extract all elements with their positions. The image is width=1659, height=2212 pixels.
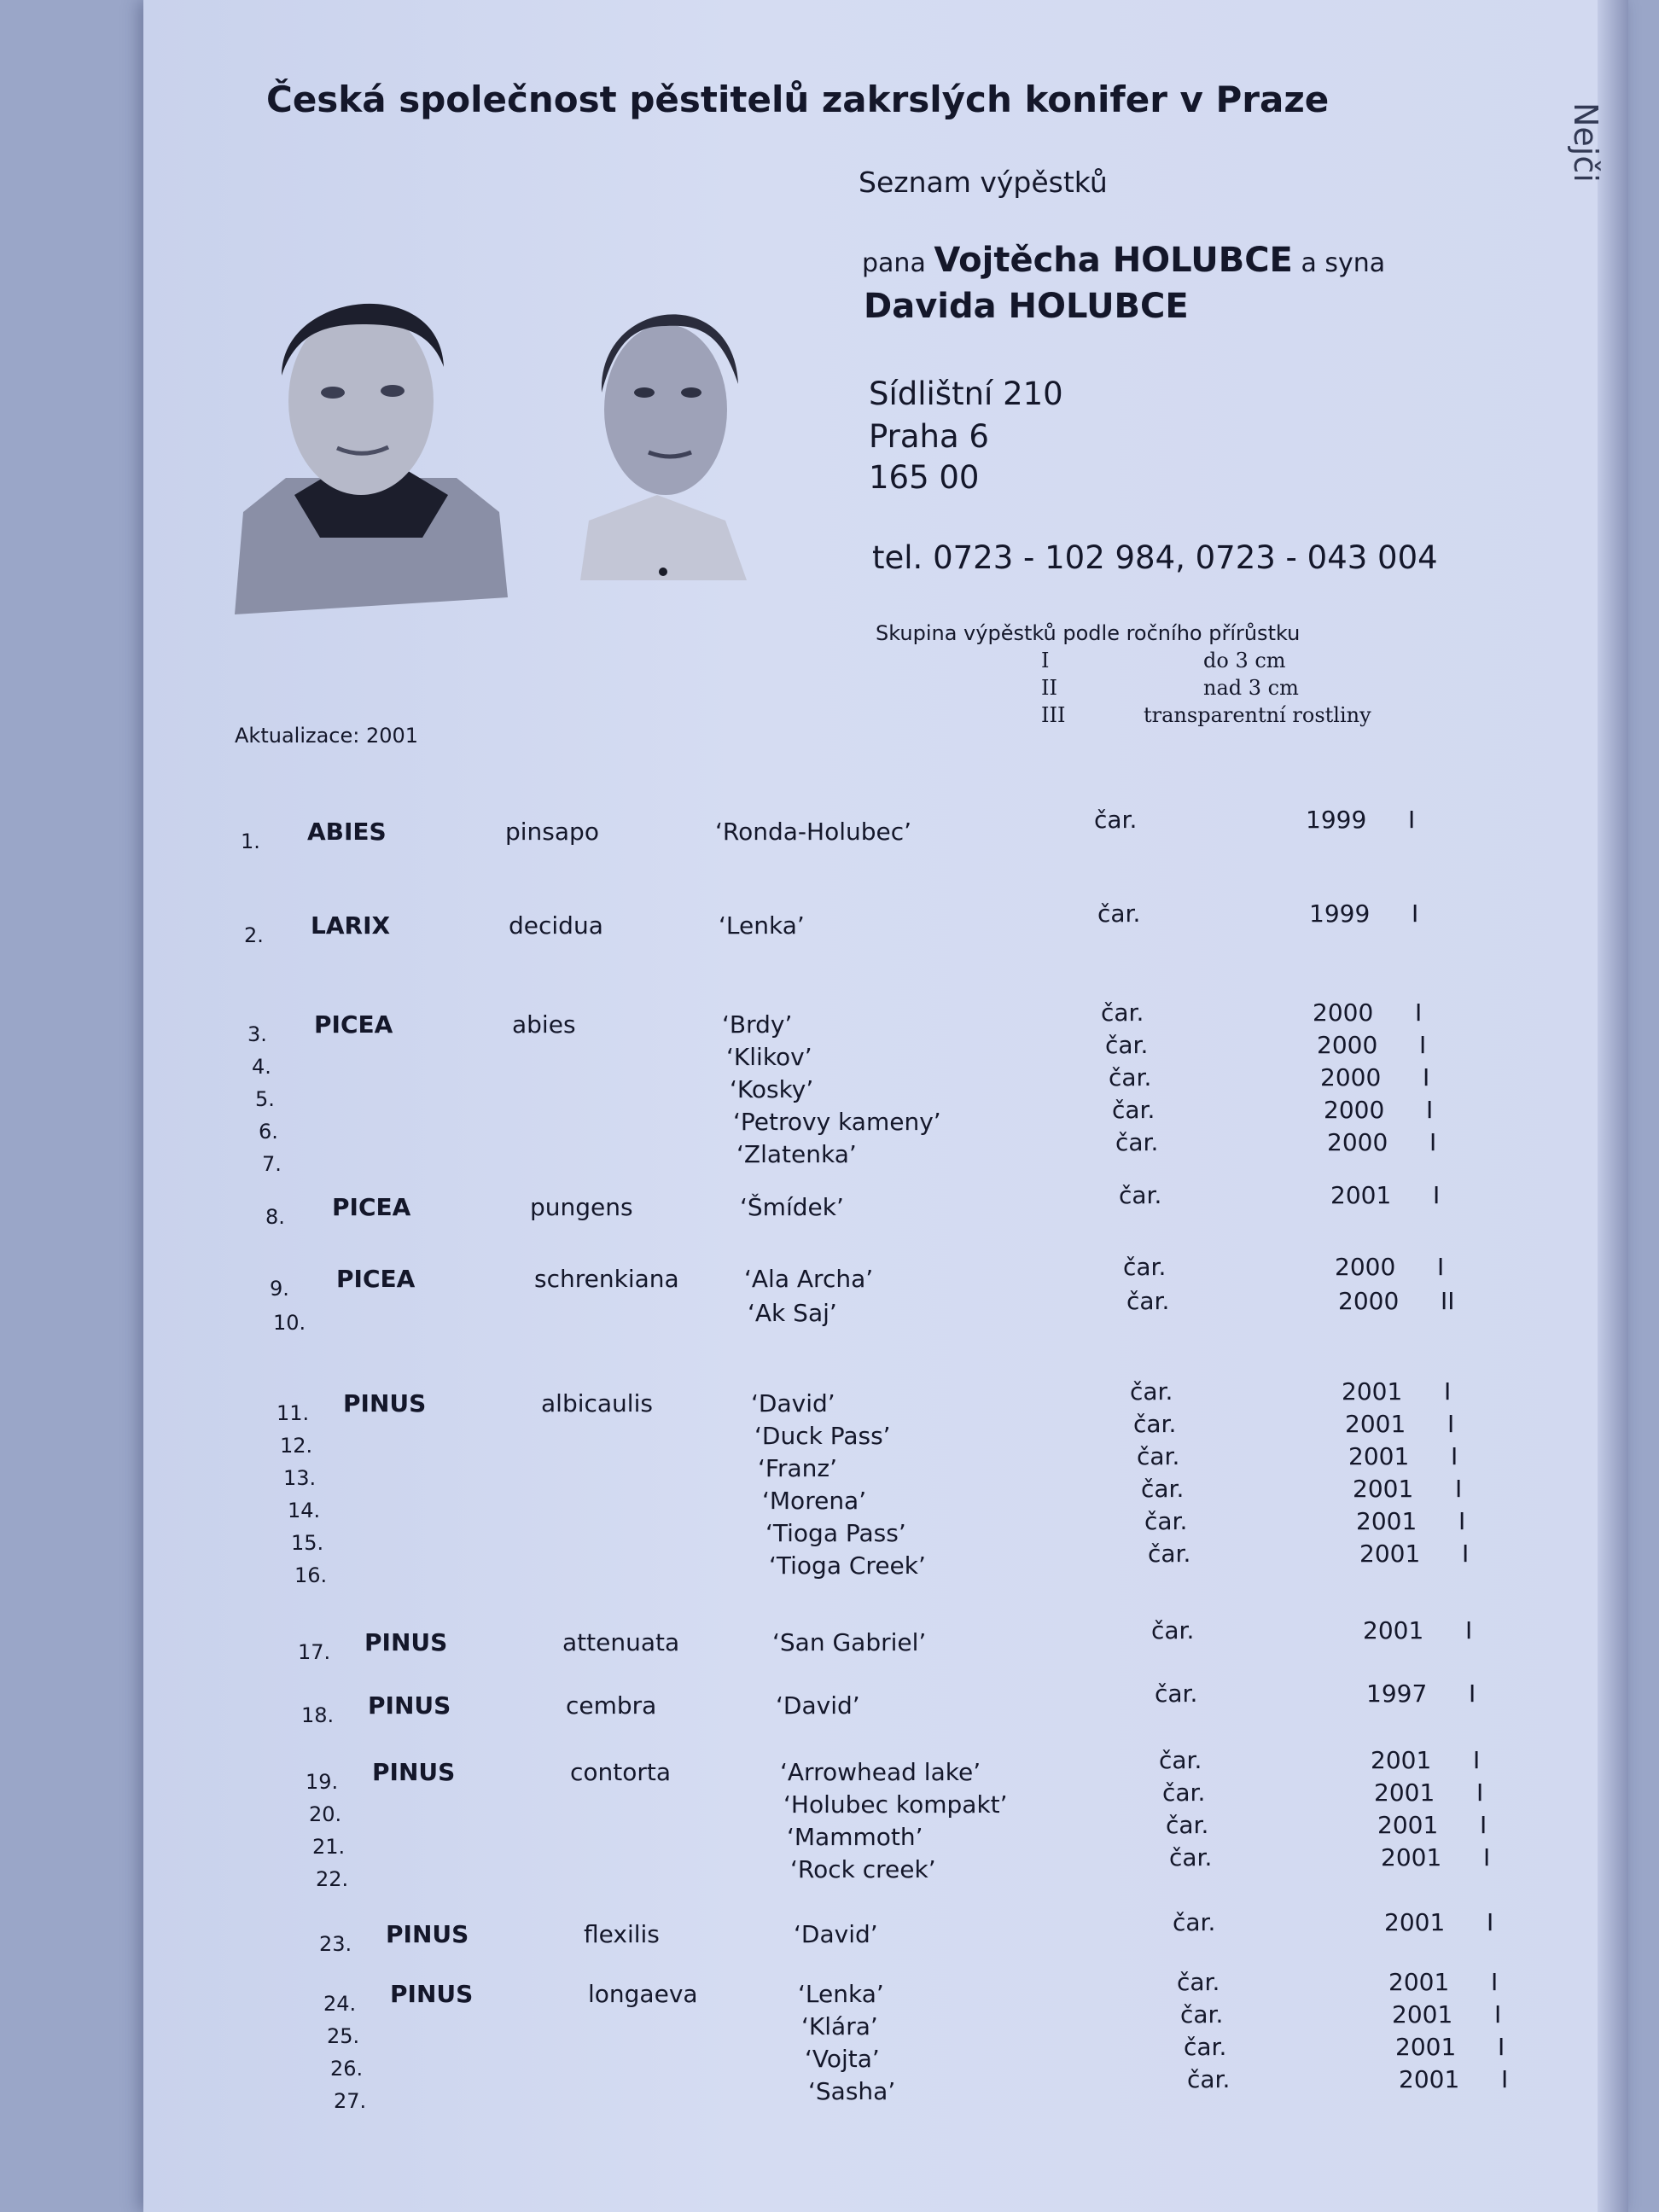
cell-year: 2001 [1384,1908,1446,1936]
cell-year: 2000 [1317,1031,1378,1059]
cell-num: 22. [316,1867,349,1891]
cell-num: 19. [306,1770,339,1794]
cell-group: I [1465,1616,1473,1644]
cell-cultivar: ‘Ak Saj’ [748,1299,837,1327]
cell-cultivar: ‘David’ [751,1389,835,1417]
cell-genus: PINUS [343,1389,427,1417]
cell-cultivar: ‘Franz’ [758,1454,837,1482]
owners-line [862,241,1385,280]
cell-num: 23. [319,1932,352,1956]
cell-cultivar: ‘San Gabriel’ [772,1628,927,1656]
cell-type: čar. [1159,1746,1202,1774]
cell-year: 2001 [1377,1811,1439,1839]
cell-group: I [1498,2033,1505,2061]
cell-year: 2001 [1345,1410,1406,1438]
legend-code: I [1041,649,1050,672]
cell-cultivar: ‘Rock creek’ [790,1855,936,1883]
cell-group: I [1494,2000,1502,2029]
cell-year: 2000 [1320,1063,1382,1091]
cell-genus: PICEA [332,1193,411,1221]
cell-year: 2001 [1392,2000,1453,2029]
legend-code: III [1041,703,1066,727]
cell-year: 2000 [1327,1128,1388,1156]
legend-code: II [1041,676,1057,700]
cell-num: 26. [330,2057,364,2081]
cell-year: 2001 [1371,1746,1432,1774]
legend-desc: do 3 cm [1203,649,1286,672]
cultivar-row [0,1181,1659,1229]
cultivar-row [0,1096,1659,1144]
cell-type: čar. [1151,1616,1195,1644]
cell-type: čar. [1123,1253,1167,1281]
cell-type: čar. [1180,2000,1224,2029]
cell-type: čar. [1173,1908,1216,1936]
cell-year: 2001 [1381,1843,1442,1871]
cultivar-row [0,1616,1659,1664]
cell-num: 24. [323,1992,357,2016]
cell-species: cembra [566,1691,657,1720]
address-street: Sídlištní 210 [869,375,1063,412]
cell-type: čar. [1177,1968,1220,1996]
cell-type: čar. [1105,1031,1149,1059]
cell-num: 3. [247,1022,267,1046]
cell-year: 2000 [1324,1096,1385,1124]
legend-desc: transparentní rostliny [1144,703,1371,727]
cell-type: čar. [1144,1507,1188,1535]
owner-2-name: Davida HOLUBCE [864,287,1189,326]
cell-year: 2001 [1395,2033,1457,2061]
cell-num: 10. [273,1311,306,1335]
cell-group: I [1412,899,1419,928]
cell-type: čar. [1119,1181,1162,1209]
cell-group: I [1469,1679,1476,1708]
cell-year: 2001 [1374,1778,1435,1807]
cell-year: 2001 [1342,1377,1403,1406]
list-subtitle: Seznam výpěstků [859,166,1108,199]
cell-group: I [1476,1778,1484,1807]
cell-cultivar: ‘Lenka’ [798,1980,884,2008]
cell-group: I [1429,1128,1437,1156]
cell-cultivar: ‘Zlatenka’ [736,1140,857,1168]
page-title: Česká společnost pěstitelů zakrslých konifer v Praze [266,79,1330,120]
cell-cultivar: ‘Ronda-Holubec’ [715,818,912,846]
owners-join: a syna [1301,248,1386,278]
cell-group: I [1462,1540,1470,1568]
cell-group: I [1458,1507,1466,1535]
cell-species: schrenkiana [534,1265,679,1293]
cell-num: 1. [241,830,260,853]
cell-group: I [1501,2065,1509,2093]
cell-year: 2001 [1356,1507,1417,1535]
cultivar-row [0,1377,1659,1425]
cell-type: čar. [1109,1063,1152,1091]
cell-num: 12. [280,1434,313,1458]
address-city: Praha 6 [869,418,989,455]
cell-genus: ABIES [307,818,387,846]
cell-cultivar: ‘Ala Archa’ [744,1265,874,1293]
cell-cultivar: ‘Mammoth’ [787,1823,923,1851]
cell-species: longaeva [588,1980,698,2008]
cell-genus: PINUS [372,1758,456,1786]
side-tab-label: Nejči [1567,102,1604,183]
cell-group: I [1473,1746,1481,1774]
cell-year: 1997 [1366,1679,1428,1708]
cell-group: I [1447,1410,1455,1438]
cell-num: 4. [252,1055,271,1079]
cell-type: čar. [1126,1287,1170,1315]
cell-num: 17. [298,1640,331,1664]
cell-cultivar: ‘Duck Pass’ [754,1422,891,1450]
cell-genus: PICEA [336,1265,416,1293]
cell-type: čar. [1169,1843,1213,1871]
cell-group: I [1433,1181,1441,1209]
cell-group: I [1419,1031,1427,1059]
cell-type: čar. [1184,2033,1227,2061]
cell-genus: LARIX [311,911,391,940]
cell-cultivar: ‘David’ [776,1691,860,1720]
cell-year: 1999 [1306,806,1367,834]
cell-year: 2000 [1313,998,1374,1027]
cultivar-row [0,998,1659,1046]
cell-group: I [1451,1442,1458,1470]
cell-num: 6. [259,1120,278,1144]
cell-genus: PINUS [390,1980,474,2008]
cell-cultivar: ‘Kosky’ [730,1075,814,1103]
cell-type: čar. [1137,1442,1180,1470]
cultivar-row [0,1287,1659,1335]
cultivar-row [0,899,1659,947]
cell-type: čar. [1162,1778,1206,1807]
cell-cultivar: ‘Morena’ [762,1487,867,1515]
cell-num: 9. [270,1277,289,1301]
photo-father [563,265,760,580]
cell-num: 18. [301,1703,335,1727]
cell-group: II [1441,1287,1455,1315]
cell-num: 14. [288,1499,321,1522]
cell-year: 2001 [1353,1475,1414,1503]
cell-group: I [1483,1843,1491,1871]
cell-group: I [1415,998,1423,1027]
cell-cultivar: ‘David’ [794,1920,878,1948]
cell-genus: PINUS [364,1628,448,1656]
cell-cultivar: ‘Sasha’ [808,2077,896,2105]
cell-cultivar: ‘Arrowhead lake’ [780,1758,981,1786]
cell-species: albicaulis [541,1389,653,1417]
cell-cultivar: ‘Holubec kompakt’ [783,1790,1008,1819]
cell-year: 2001 [1399,2065,1460,2093]
photo-son [235,256,508,614]
cell-species: flexilis [584,1920,660,1948]
cell-group: I [1423,1063,1430,1091]
cell-cultivar: ‘Lenka’ [719,911,805,940]
cell-num: 8. [265,1205,285,1229]
cultivar-row [0,1908,1659,1956]
cell-num: 27. [334,2089,367,2113]
cell-year: 2000 [1335,1253,1396,1281]
cell-year: 2001 [1363,1616,1424,1644]
cell-type: čar. [1166,1811,1209,1839]
cell-num: 11. [276,1401,310,1425]
cell-num: 15. [291,1531,324,1555]
cell-num: 5. [255,1087,275,1111]
cell-group: I [1480,1811,1487,1839]
cell-num: 7. [262,1152,282,1176]
legend-title: Skupina výpěstků podle ročního přírůstku [876,621,1301,645]
cell-type: čar. [1141,1475,1185,1503]
cell-species: contorta [570,1758,672,1786]
address-zip: 165 00 [869,459,980,496]
cell-year: 2001 [1348,1442,1410,1470]
cultivar-row [0,806,1659,853]
cell-group: I [1444,1377,1452,1406]
cell-species: attenuata [562,1628,680,1656]
cell-num: 16. [294,1563,328,1587]
update-note: Aktualizace: 2001 [235,724,419,748]
cell-year: 1999 [1309,899,1371,928]
cell-num: 20. [309,1802,342,1826]
cultivar-row [0,1063,1659,1111]
owners-prefix: pana [862,248,926,278]
cell-genus: PICEA [314,1010,393,1039]
cultivar-row [0,1679,1659,1727]
cell-group: I [1426,1096,1434,1124]
legend-desc: nad 3 cm [1203,676,1299,700]
cell-cultivar: ‘Klára’ [801,2012,878,2040]
cell-type: čar. [1155,1679,1198,1708]
cell-type: čar. [1115,1128,1159,1156]
cell-type: čar. [1097,899,1141,928]
cell-num: 21. [312,1835,346,1859]
owner-1-name: Vojtěcha HOLUBCE [934,241,1293,280]
phone-numbers: tel. 0723 - 102 984, 0723 - 043 004 [872,539,1438,576]
cell-type: čar. [1112,1096,1155,1124]
cultivar-row [0,1128,1659,1176]
cell-species: pungens [530,1193,633,1221]
cell-type: čar. [1148,1540,1191,1568]
cell-species: abies [512,1010,576,1039]
cell-year: 2001 [1330,1181,1392,1209]
cell-genus: PINUS [368,1691,451,1720]
cell-group: I [1455,1475,1463,1503]
cell-num: 2. [244,923,264,947]
cell-cultivar: ‘Brdy’ [722,1010,793,1039]
cultivar-row [0,1031,1659,1079]
cell-group: I [1487,1908,1494,1936]
cell-type: čar. [1094,806,1138,834]
cell-cultivar: ‘Vojta’ [805,2045,880,2073]
cell-group: I [1491,1968,1499,1996]
cell-num: 13. [283,1466,317,1490]
cell-year: 2001 [1359,1540,1421,1568]
cell-species: pinsapo [505,818,599,846]
cell-type: čar. [1133,1410,1177,1438]
cell-cultivar: ‘Šmídek’ [740,1193,844,1221]
cell-group: I [1408,806,1416,834]
cell-genus: PINUS [386,1920,469,1948]
cell-cultivar: ‘Klikov’ [726,1043,812,1071]
cell-cultivar: ‘Petrovy kameny’ [733,1108,941,1136]
cell-year: 2001 [1388,1968,1450,1996]
cell-type: čar. [1101,998,1144,1027]
cell-num: 25. [327,2024,360,2048]
cell-cultivar: ‘Tioga Pass’ [765,1519,906,1547]
cell-year: 2000 [1338,1287,1400,1315]
cell-cultivar: ‘Tioga Creek’ [769,1551,926,1580]
cell-type: čar. [1130,1377,1173,1406]
cell-type: čar. [1187,2065,1231,2093]
cell-species: decidua [509,911,603,940]
cell-group: I [1437,1253,1445,1281]
